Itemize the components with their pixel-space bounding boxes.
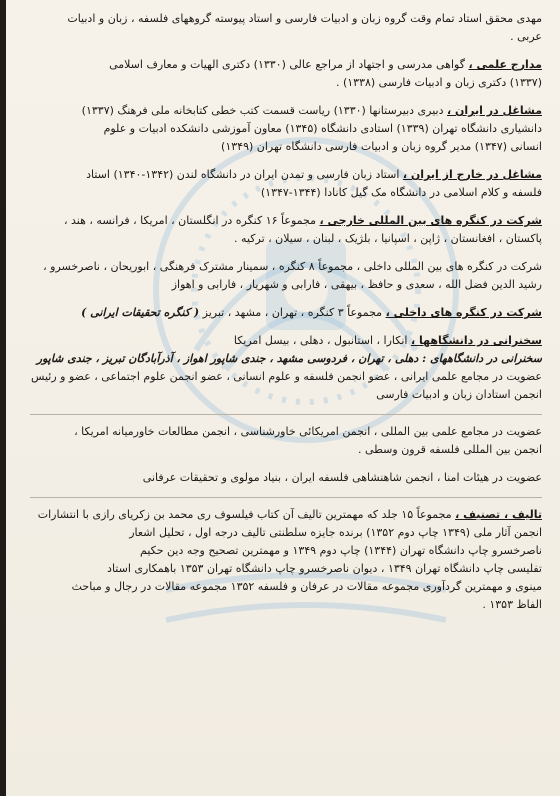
divider [30,497,542,498]
positions-iran-text: دبیری دبیرستانها (۱۳۳۰) ریاست قسمت کتب خطی کتابخانه ملی فرهنگ (۱۳۳۷) [81,104,444,117]
intl-domestic-line: رشید الدین فضل الله ، سعدی و حافظ ، بیهقی ، فارابی و شهریار ، فارابی و اهواز [171,278,542,291]
positions-iran-line: دانشیاری دانشگاه تهران (۱۳۳۹) استادی دانشگاه (۱۳۴۵) معاون آموزشی دانشکده ادبیات و علوم [103,122,542,135]
degrees-section [30,56,542,92]
positions-abroad-text: استاد زبان فارسی و تمدن ایران در دانشگاه لندن (۱۳۴۲-۱۳۴۰) استاد [86,168,400,181]
memberships-line: انجمن استادان زبان و ادبیات فارسی [376,388,542,401]
handwritten-note: ( کنگره تحقیقات ایرانی ) [81,306,200,319]
publications-line: انجمن آثار ملی (۱۳۴۹ چاپ دوم ۱۳۵۲) برنده جایزه سلطنتی تالیف درجه اول ، تحلیل اشعار [129,526,542,539]
intl-memberships-section [30,423,542,459]
publications-heading: تالیف ، تصنیف ، [455,508,542,521]
memberships-line: عضویت در مجامع علمی ایرانی ، عضو انجمن فلسفه و علوم انسانی ، عضو انجمن علوم اجتماعی ، عضو و رئیس [30,370,542,383]
positions-iran-line: انسانی (۱۳۴۷) مدیر گروه زبان و ادبیات فارسی دانشگاه تهران (۱۳۴۹) [221,140,542,153]
intl-congresses-text: مجموعاً ۱۶ کنگره در انگلستان ، امریکا ، فرانسه ، هند ، [63,214,317,227]
publications-line: تفلیسی چاپ دانشگاه تهران ۱۳۴۹ ، دیوان ناصرخسرو چاپ دانشگاه تهران ۱۳۵۳ باهمکاری استاد [107,562,542,575]
positions-abroad-heading: مشاغل در خارج از ایران ، [402,168,542,181]
domestic-congresses-section [30,304,542,322]
boards-line: عضویت در هیئات امنا ، انجمن شاهنشاهی فلسفه ایران ، بنیاد مولوی و تحقیقات عرفانی [142,471,542,484]
intro-line: عربی . [510,30,542,43]
publications-text: مجموعاً ۱۵ جلد که مهمترین تالیف آن کتاب فیلسوف ری محمد بن زکریای رازی با انتشارات [37,508,452,521]
intl-domestic-congresses-section [30,258,542,294]
intl-congresses-line: پاکستان ، افغانستان ، ژاپن ، اسپانیا ، بلژیک ، لبنان ، سیلان ، ترکیه . [234,232,542,245]
positions-abroad-section [30,166,542,202]
degrees-line: (۱۳۳۷) دکتری زبان و ادبیات فارسی (۱۳۳۸) . [335,76,542,89]
lectures-handwritten-line: سخنرانی در دانشگاههای : دهلی ، تهران ، فردوسی مشهد ، جندی شاپور اهواز ، آذرآبادگان تبریز ، جندی شاپور [36,352,542,365]
lectures-section [30,332,542,404]
positions-iran-section [30,102,542,156]
lectures-heading: سخنرانی در دانشگاهها ، [410,334,542,347]
domestic-congresses-text: مجموعاً ۳ کنگره ، تهران ، مشهد ، تبریز [202,306,383,319]
positions-abroad-line: فلسفه و کلام اسلامی در دانشگاه مک گیل کانادا (۱۳۴۴-۱۳۴۷) [260,186,542,199]
publications-line: مینوی و مهمترین گردآوری مجموعه مقالات در عرفان و فلسفه ۱۳۵۲ مجموعه مقالات در رجال و مباحث [71,580,542,593]
domestic-congresses-heading: شرکت در کنگره های داخلی ، [385,306,542,319]
document-body [30,10,542,788]
publications-line: الفاظ ۱۳۵۳ . [482,598,542,611]
divider [30,414,542,415]
lectures-text: انکارا ، استانبول ، دهلی ، بیسل امریکا [233,334,408,347]
intl-congresses-heading: شرکت در کنگره های بین المللی خارجی ، [319,214,542,227]
boards-section [30,469,542,487]
intl-memberships-line: انجمن بین المللی فلسفه قرون وسطی . [357,443,542,456]
degrees-heading: مدارج علمی ، [468,58,542,71]
positions-iran-heading: مشاغل در ایران ، [446,104,542,117]
intro-paragraph [30,10,542,46]
publications-section [30,506,542,614]
publications-line: ناصرخسرو چاپ دانشگاه تهران (۱۳۴۴) چاپ دوم ۱۳۴۹ و مهمترین تصحیح وجه دین حکیم [140,544,542,557]
intl-domestic-line: شرکت در کنگره های بین المللی داخلی ، مجموعاً ۸ کنگره ، سمینار مشترک فرهنگی ، ابوریحان ، ناصرخسرو ، [43,260,542,273]
intro-line: مهدی محقق استاد تمام وقت گروه زبان و ادبیات فارسی و استاد پیوسته گروههای فلسفه ، زبان و ادبیات [67,12,542,25]
intl-memberships-line: عضویت در مجامع علمی بین المللی ، انجمن امریکائی خاورشناسی ، انجمن مطالعات خاورمیانه امریکا ، [74,425,542,438]
intl-congresses-section [30,212,542,248]
degrees-text: گواهی مدرسی و اجتهاد از مراجع عالی (۱۳۳۰) دکتری الهیات و معارف اسلامی [109,58,465,71]
